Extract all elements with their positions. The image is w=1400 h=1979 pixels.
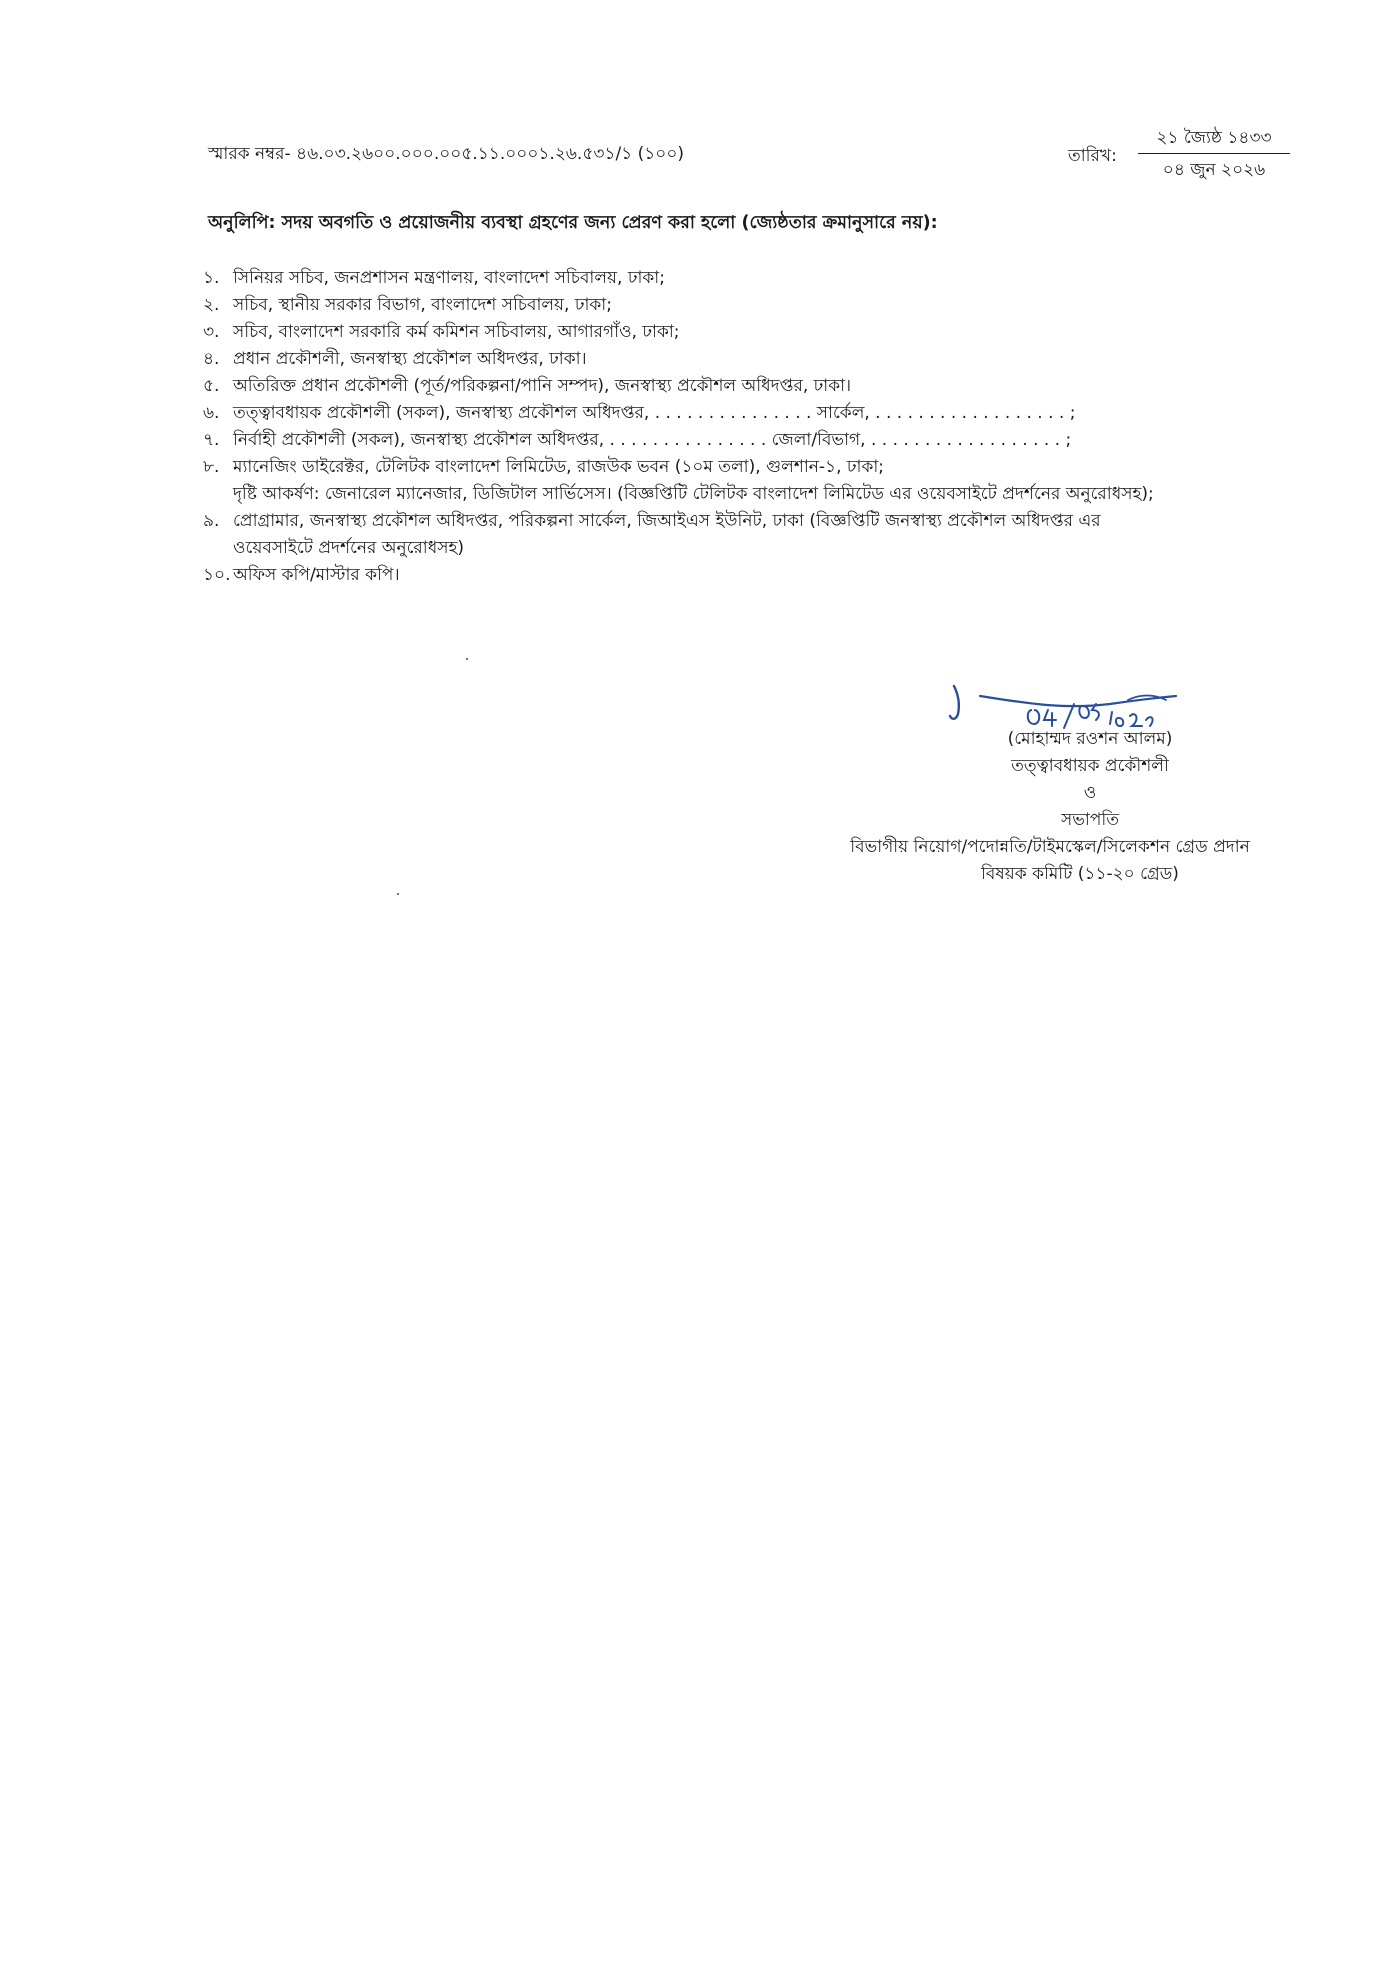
memo-number: স্মারক নম্বর- ৪৬.০৩.২৬০০.০০০.০০৫.১১.০০০১.২৬.৫৩১/১ (১০০) bbox=[208, 144, 685, 164]
list-item-continuation: দৃষ্টি আকর্ষণ: জেনারেল ম্যানেজার, ডিজিটাল সার্ভিসেস। (বিজ্ঞপ্তিটি টেলিটক বাংলাদেশ লিমিটেড এর ওয়েবসাইটে প্রদর্শনের অনুরোধসহ); bbox=[233, 484, 1154, 504]
signature-block bbox=[790, 680, 1290, 910]
date-bangla: ২১ জ্যৈষ্ঠ ১৪৩৩ bbox=[1156, 128, 1272, 148]
list-item bbox=[203, 508, 1203, 562]
date-divider bbox=[1138, 153, 1290, 154]
list-item bbox=[203, 454, 1203, 508]
list-item-number: ৬. bbox=[203, 403, 220, 423]
list-item-number: ৩. bbox=[203, 322, 220, 342]
list-item-number: ৫. bbox=[203, 376, 220, 396]
list-item-text bbox=[233, 454, 1173, 508]
signatory-designation: তত্ত্বাবধায়ক প্রকৌশলী bbox=[1011, 756, 1169, 776]
list-item-number: ৮. bbox=[203, 457, 220, 477]
list-item bbox=[203, 265, 1203, 292]
list-item bbox=[203, 319, 1203, 346]
list-item-text: প্রোগ্রামার, জনস্বাস্থ্য প্রকৌশল অধিদপ্তর, পরিকল্পনা সার্কেল, জিআইএস ইউনিট, ঢাকা (বিজ্ঞপ্তিটি জনস্বাস্থ্য প্রকৌশল অধিদপ্তর এর ওয়েবসাইটে প্রদর্শনের অনুরোধসহ) bbox=[233, 511, 1101, 558]
committee-line-2: বিষয়ক কমিটি (১১-২০ গ্রেড) bbox=[981, 864, 1179, 884]
list-item-number: ৭. bbox=[203, 430, 220, 450]
date-stack bbox=[1138, 125, 1290, 183]
list-item-text: সচিব, স্থানীয় সরকার বিভাগ, বাংলাদেশ সচিবালয়, ঢাকা; bbox=[233, 295, 612, 315]
signatory-role: সভাপতি bbox=[1061, 810, 1119, 830]
list-item-number: ২. bbox=[203, 295, 220, 315]
list-item-number: ৯. bbox=[203, 511, 220, 531]
list-item-text: অফিস কপি/মাস্টার কপি। bbox=[233, 565, 400, 585]
signatory-details bbox=[790, 726, 1290, 888]
scan-speck bbox=[466, 658, 468, 660]
signatory-conjunction: ও bbox=[1083, 783, 1097, 803]
list-item-text: সচিব, বাংলাদেশ সরকারি কর্ম কমিশন সচিবালয়, আগারগাঁও, ঢাকা; bbox=[233, 322, 680, 342]
list-item bbox=[203, 400, 1203, 427]
list-item-number: ১. bbox=[203, 268, 220, 288]
list-item bbox=[203, 427, 1203, 454]
list-item bbox=[203, 373, 1203, 400]
list-item-text: সিনিয়র সচিব, জনপ্রশাসন মন্ত্রণালয়, বাংলাদেশ সচিবালয়, ঢাকা; bbox=[233, 268, 665, 288]
list-item-number: ৪. bbox=[203, 349, 220, 369]
date-english: ০৪ জুন ২০২৬ bbox=[1162, 160, 1266, 180]
scan-speck bbox=[397, 893, 399, 895]
date-block bbox=[1068, 125, 1290, 187]
list-item bbox=[203, 562, 1203, 589]
list-item bbox=[203, 346, 1203, 373]
signatory-name: (মোহাম্মদ রওশন আলম) bbox=[1007, 729, 1173, 749]
list-item-text: নির্বাহী প্রকৌশলী (সকল), জনস্বাস্থ্য প্রকৌশল অধিদপ্তর, . . . . . . . . . . . . . . . জেলা/বিভাগ, . . . . . . . . . . . . . . . . . . ; bbox=[233, 430, 1072, 450]
list-item-text: অতিরিক্ত প্রধান প্রকৌশলী (পূর্ত/পরিকল্পনা/পানি সম্পদ), জনস্বাস্থ্য প্রকৌশল অধিদপ্তর, ঢাকা। bbox=[233, 376, 852, 396]
list-item-main-text: ম্যানেজিং ডাইরেক্টর, টেলিটক বাংলাদেশ লিমিটেড, রাজউক ভবন (১০ম তলা), গুলশান-১, ঢাকা; bbox=[233, 457, 884, 477]
date-label: তারিখ: bbox=[1068, 146, 1117, 166]
committee-line-1: বিভাগীয় নিয়োগ/পদোন্নতি/টাইমস্কেল/সিলেকশন গ্রেড প্রদান bbox=[850, 837, 1250, 857]
list-item bbox=[203, 292, 1203, 319]
list-item-number: ১০. bbox=[203, 565, 231, 585]
list-item-text: প্রধান প্রকৌশলী, জনস্বাস্থ্য প্রকৌশল অধিদপ্তর, ঢাকা। bbox=[233, 349, 587, 369]
copy-to-heading: অনুলিপি: সদয় অবগতি ও প্রয়োজনীয় ব্যবস্থা গ্রহণের জন্য প্রেরণ করা হলো (জ্যেষ্ঠতার ক্রমানুসারে নয়): bbox=[208, 213, 938, 233]
list-item-text: তত্ত্বাবধায়ক প্রকৌশলী (সকল), জনস্বাস্থ্য প্রকৌশল অধিদপ্তর, . . . . . . . . . . . . . . . সার্কেল, . . . . . . . . . . . . . . . . . . ; bbox=[233, 403, 1076, 423]
copy-to-list bbox=[203, 265, 1203, 589]
